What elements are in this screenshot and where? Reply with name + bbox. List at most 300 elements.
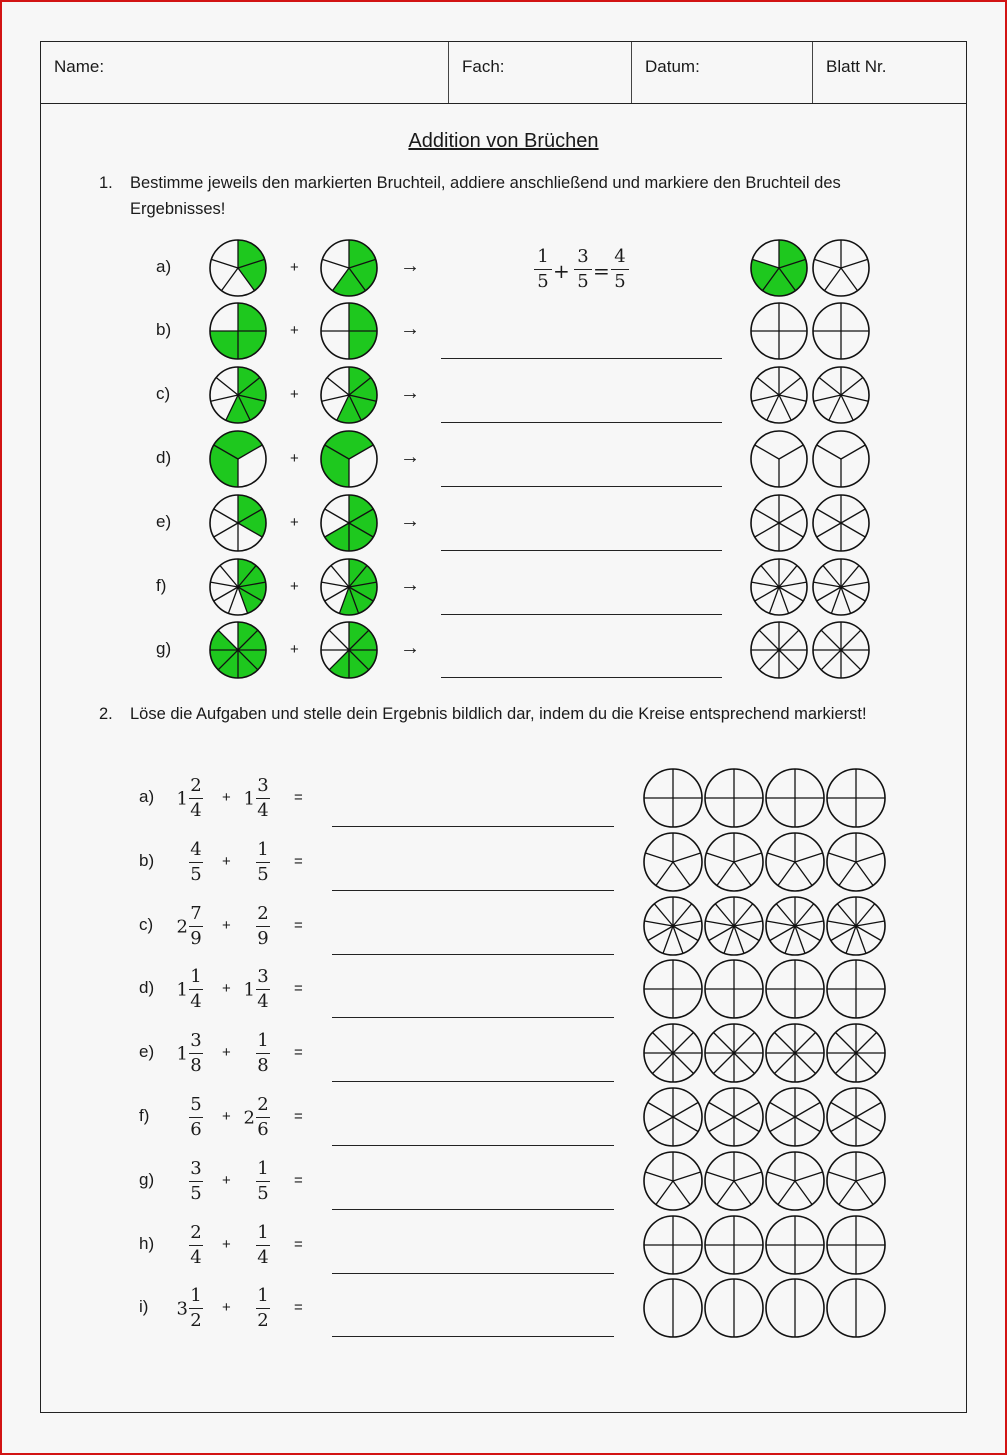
whole-number: 1 (176, 788, 188, 809)
task2-fraction-a (176, 1285, 203, 1332)
sector-divider (755, 445, 779, 459)
sector-divider (825, 268, 841, 291)
sector-divider (734, 862, 751, 885)
sector-divider (856, 926, 866, 953)
task1-result-circle[interactable] (749, 557, 809, 617)
fraction-bar (256, 1117, 270, 1118)
sector-divider (821, 630, 841, 650)
sector-divider (767, 853, 795, 862)
task1-result-circle[interactable] (749, 620, 809, 680)
task1-row-label: d) (156, 448, 172, 467)
task2-row-label: f) (139, 1106, 150, 1125)
sector-divider (828, 1172, 856, 1181)
sector-divider (779, 650, 799, 670)
sector-divider (856, 926, 881, 941)
filled-sector (329, 650, 349, 678)
denominator: 6 (257, 1119, 269, 1140)
sector-divider (856, 1032, 877, 1053)
sector-divider (795, 1172, 823, 1181)
task2-result-circle[interactable] (642, 895, 704, 957)
sector-divider (841, 509, 865, 523)
sector-divider (228, 587, 238, 613)
sector-divider (656, 1181, 673, 1204)
plus-sign: + (222, 917, 231, 934)
sector-divider (673, 926, 698, 941)
denominator: 5 (190, 864, 202, 885)
arrow-icon: → (400, 318, 420, 340)
sector-divider (755, 509, 779, 523)
task1-result-circle[interactable] (749, 238, 809, 298)
task1-text: Bestimme jeweils den markierten Bruchteil, addiere anschließend und markiere den Bruchteil des Ergebnisses! (130, 174, 841, 218)
sector-divider (734, 1103, 759, 1118)
answer-line[interactable] (441, 486, 722, 487)
numerator: 4 (190, 839, 202, 860)
example-equals: = (593, 259, 610, 283)
answer-line[interactable] (441, 677, 722, 678)
task2-result-circle[interactable] (703, 1022, 765, 1084)
answer-line[interactable] (332, 826, 614, 827)
sector-divider (831, 1103, 856, 1118)
task2-result-circle[interactable] (642, 1022, 704, 1084)
plus-sign: + (222, 789, 231, 806)
sector-divider (779, 395, 806, 401)
numerator: 2 (190, 775, 202, 796)
plus-sign: + (290, 578, 299, 595)
denominator: 4 (190, 800, 202, 821)
example-plus: + (553, 259, 570, 283)
denominator: 4 (257, 800, 269, 821)
header-row (41, 42, 966, 104)
task2-result-circle[interactable] (642, 1086, 704, 1148)
task2-fraction-a (176, 1030, 203, 1077)
task1-number: 1. (99, 174, 113, 192)
sector-divider (709, 1103, 734, 1118)
sector-divider (211, 259, 238, 268)
plus-sign: + (222, 980, 231, 997)
task1-result-circle[interactable] (811, 620, 871, 680)
task2-result-circle[interactable] (642, 831, 704, 893)
fraction-bar (189, 989, 203, 990)
task2-fraction-a (189, 839, 203, 886)
sector-divider (713, 1053, 734, 1074)
example-fraction-b: 3 5 (574, 246, 592, 293)
task2-row-label: b) (139, 851, 155, 870)
task2-row-label: g) (139, 1170, 155, 1189)
sector-divider (856, 1053, 877, 1074)
answer-line[interactable] (332, 954, 614, 955)
sector-divider (327, 378, 349, 395)
sector-divider (717, 862, 734, 885)
sector-divider (652, 1032, 673, 1053)
equals-sign: = (294, 1108, 303, 1125)
sector-divider (734, 1053, 755, 1074)
sector-divider (759, 650, 779, 670)
numerator: 1 (257, 839, 269, 860)
whole-number: 2 (176, 916, 188, 937)
answer-line[interactable] (441, 422, 722, 423)
sector-divider (774, 1053, 795, 1074)
denominator: 4 (190, 991, 202, 1012)
task1-right-circle[interactable] (319, 429, 379, 489)
numerator: 7 (190, 903, 202, 924)
task2-result-circle[interactable] (764, 1086, 826, 1148)
sector-divider (673, 1181, 690, 1204)
task2-result-circle[interactable] (764, 767, 826, 829)
sector-divider (856, 1103, 881, 1118)
sector-divider (821, 650, 841, 670)
task2-result-circle[interactable] (764, 1277, 826, 1339)
plus-sign: + (290, 450, 299, 467)
sector-divider (755, 587, 779, 601)
sector-divider (673, 853, 701, 862)
sector-divider (835, 1032, 856, 1053)
task1-result-circle[interactable] (749, 429, 809, 489)
sheet-number-label: Blatt Nr. (826, 57, 887, 76)
fraction-bar (189, 1117, 203, 1118)
task2-fraction-b (256, 1285, 270, 1332)
task1-left-circle[interactable] (208, 620, 268, 680)
sector-divider (795, 1103, 820, 1118)
denominator: 5 (190, 1183, 202, 1204)
whole-number: 2 (243, 1107, 255, 1128)
task2-fraction-b (243, 775, 270, 822)
sector-divider (841, 445, 865, 459)
sector-divider (828, 853, 856, 862)
plus-sign: + (290, 386, 299, 403)
task2-result-circle[interactable] (825, 831, 887, 893)
task1-result-circle[interactable] (749, 493, 809, 553)
answer-line[interactable] (332, 1145, 614, 1146)
task2-result-circle[interactable] (642, 958, 704, 1020)
task1-result-circle[interactable] (811, 557, 871, 617)
task1-result-circle[interactable] (811, 493, 871, 553)
sector-divider (713, 1032, 734, 1053)
task2-result-circle[interactable] (703, 767, 765, 829)
task1-left-circle[interactable] (208, 557, 268, 617)
task2-row-label: e) (139, 1042, 155, 1061)
sector-divider (724, 926, 734, 953)
fraction-bar (189, 1308, 203, 1309)
numerator: 3 (190, 1030, 202, 1051)
denominator: 6 (190, 1119, 202, 1140)
task2-result-circle[interactable] (703, 958, 765, 1020)
fraction-bar (256, 926, 270, 927)
sector-divider (846, 926, 856, 953)
sector-divider (755, 523, 779, 537)
equals-sign: = (294, 789, 303, 806)
sector-divider (322, 259, 349, 268)
sector-divider (759, 630, 779, 650)
numerator: 3 (257, 966, 269, 987)
sector-divider (856, 853, 884, 862)
task2-result-circle[interactable] (703, 1214, 765, 1276)
task1-result-circle[interactable] (811, 301, 871, 361)
task2-result-circle[interactable] (703, 1277, 765, 1339)
task2-fraction-a (189, 1158, 203, 1205)
answer-line[interactable] (441, 358, 722, 359)
sector-divider (734, 1032, 755, 1053)
fraction-bar (189, 1245, 203, 1246)
plus-sign: + (222, 853, 231, 870)
example-fraction-result: 4 5 (611, 246, 629, 293)
denominator: 5 (257, 1183, 269, 1204)
denominator: 4 (257, 991, 269, 1012)
sector-divider (673, 926, 683, 953)
sector-divider (841, 587, 851, 613)
task1-right-circle[interactable] (319, 365, 379, 425)
numerator: 1 (257, 1158, 269, 1179)
sector-divider (779, 378, 801, 395)
sector-divider (706, 1172, 734, 1181)
denominator: 5 (257, 864, 269, 885)
answer-line[interactable] (332, 1081, 614, 1082)
arrow-icon: → (400, 446, 420, 468)
sector-divider (795, 862, 812, 885)
sector-divider (831, 1117, 856, 1132)
equals-sign: = (294, 1236, 303, 1253)
task1-right-circle[interactable] (319, 493, 379, 553)
sector-divider (774, 1032, 795, 1053)
task2-result-circle[interactable] (825, 1150, 887, 1212)
fraction-bar (256, 989, 270, 990)
answer-line[interactable] (332, 1017, 614, 1018)
sector-divider (814, 259, 841, 268)
plus-sign: + (222, 1172, 231, 1189)
plus-sign: + (222, 1044, 231, 1061)
sector-divider (645, 1172, 673, 1181)
date-field[interactable] (631, 42, 812, 103)
task2-fraction-a (176, 966, 203, 1013)
task2-row-label: i) (139, 1297, 149, 1316)
sector-divider (770, 926, 795, 941)
task2-result-circle[interactable] (642, 1150, 704, 1212)
sector-divider (770, 1117, 795, 1132)
fraction-bar (256, 1308, 270, 1309)
answer-line[interactable] (332, 890, 614, 891)
task1-left-circle[interactable] (208, 365, 268, 425)
plus-sign: + (290, 514, 299, 531)
task2-result-circle[interactable] (764, 831, 826, 893)
numerator: 2 (190, 1222, 202, 1243)
task2-result-circle[interactable] (703, 1086, 765, 1148)
sector-divider (673, 1172, 701, 1181)
task1-right-circle[interactable] (319, 238, 379, 298)
sector-divider (734, 926, 744, 953)
sector-divider (216, 378, 238, 395)
sector-divider (706, 853, 734, 862)
task2-result-circle[interactable] (825, 1086, 887, 1148)
sector-divider (645, 853, 673, 862)
answer-line[interactable] (441, 614, 722, 615)
task2-fraction-a (176, 903, 203, 950)
plus-sign: + (290, 322, 299, 339)
task2-result-circle[interactable] (642, 767, 704, 829)
sector-divider (779, 509, 803, 523)
fraction-bar (189, 926, 203, 927)
sector-divider (767, 395, 779, 420)
equals-sign: = (294, 980, 303, 997)
sector-divider (329, 630, 349, 650)
sector-divider (795, 926, 805, 953)
task2-result-circle[interactable] (764, 1214, 826, 1276)
task2-fraction-b (243, 1094, 270, 1141)
arrow-icon: → (400, 574, 420, 596)
sheet-number-field[interactable] (812, 42, 966, 103)
task2-fraction-b (256, 903, 270, 950)
denominator: 2 (190, 1310, 202, 1331)
task1-left-circle[interactable] (208, 429, 268, 489)
task2-number: 2. (99, 705, 113, 723)
sector-divider (211, 395, 238, 401)
plus-sign: + (290, 259, 299, 276)
sector-divider (322, 395, 349, 401)
denominator: 9 (257, 928, 269, 949)
sector-divider (779, 587, 789, 613)
whole-number: 1 (243, 979, 255, 1000)
answer-line[interactable] (332, 1209, 614, 1210)
sector-divider (817, 445, 841, 459)
task1-left-circle[interactable] (208, 301, 268, 361)
date-label: Datum: (645, 57, 700, 76)
sector-divider (841, 259, 868, 268)
fraction-bar (256, 1181, 270, 1182)
whole-number: 1 (176, 1043, 188, 1064)
answer-line[interactable] (332, 1273, 614, 1274)
task2-result-circle[interactable] (764, 1150, 826, 1212)
fraction-bar (189, 1053, 203, 1054)
task2-result-circle[interactable] (825, 895, 887, 957)
sector-divider (856, 1117, 881, 1132)
sector-divider (214, 523, 238, 537)
plus-sign: + (290, 641, 299, 658)
numerator: 5 (190, 1094, 202, 1115)
sector-divider (673, 1117, 698, 1132)
task1-result-circle[interactable] (749, 301, 809, 361)
sector-divider (648, 926, 673, 941)
task1-right-circle[interactable] (319, 557, 379, 617)
sector-divider (835, 1053, 856, 1074)
task2-result-circle[interactable] (825, 1214, 887, 1276)
arrow-icon: → (400, 637, 420, 659)
numerator: 2 (257, 1094, 269, 1115)
task2-result-circle[interactable] (764, 958, 826, 1020)
task2-fraction-b (243, 966, 270, 1013)
task2-result-circle[interactable] (703, 1150, 765, 1212)
task1-left-circle[interactable] (208, 493, 268, 553)
task2-result-circle[interactable] (825, 1022, 887, 1084)
task2-text: Löse die Aufgaben und stelle dein Ergebnis bildlich dar, indem du die Kreise entsprechend markierst! (130, 705, 867, 723)
task2-row-label: a) (139, 787, 155, 806)
sector-divider (841, 650, 861, 670)
sector-divider (795, 1117, 820, 1132)
equals-sign: = (294, 917, 303, 934)
example-fraction-a: 1 5 (534, 246, 552, 293)
task2-result-circle[interactable] (703, 895, 765, 957)
sector-divider (673, 1053, 694, 1074)
task2-result-circle[interactable] (642, 1214, 704, 1276)
answer-line[interactable] (332, 1336, 614, 1337)
answer-line[interactable] (441, 550, 722, 551)
task2-row-label: h) (139, 1234, 155, 1253)
task1-right-circle[interactable] (319, 301, 379, 361)
sector-divider (734, 926, 759, 941)
sector-divider (841, 587, 865, 601)
task1-left-circle[interactable] (208, 238, 268, 298)
filled-sector (325, 523, 349, 551)
numerator: 3 (257, 775, 269, 796)
subject-label: Fach: (462, 57, 505, 76)
sector-divider (734, 1181, 751, 1204)
sector-divider (325, 509, 349, 523)
sector-divider (734, 853, 762, 862)
task2-result-circle[interactable] (703, 831, 765, 893)
fraction-bar (189, 862, 203, 863)
task1-result-circle[interactable] (811, 238, 871, 298)
equals-sign: = (294, 1172, 303, 1189)
task1-row-label: b) (156, 320, 172, 339)
sector-divider (673, 1103, 698, 1118)
task2-result-circle[interactable] (825, 767, 887, 829)
subject-field[interactable] (448, 42, 631, 103)
sector-divider (779, 395, 791, 420)
equals-sign: = (294, 1299, 303, 1316)
equals-sign: = (294, 1044, 303, 1061)
task2-result-circle[interactable] (825, 1277, 887, 1339)
task2-result-circle[interactable] (825, 958, 887, 1020)
sector-divider (839, 1181, 856, 1204)
task2-result-circle[interactable] (764, 895, 826, 957)
fraction-bar (256, 798, 270, 799)
task1-right-circle[interactable] (319, 620, 379, 680)
sector-divider (795, 1053, 816, 1074)
task2-row-label: d) (139, 978, 155, 997)
sector-divider (817, 523, 841, 537)
numerator: 2 (257, 903, 269, 924)
sector-divider (839, 862, 856, 885)
sector-divider (222, 268, 238, 291)
numerator: 3 (190, 1158, 202, 1179)
sector-divider (841, 395, 868, 401)
task2-result-circle[interactable] (764, 1022, 826, 1084)
task1-result-circle[interactable] (749, 365, 809, 425)
sector-divider (770, 1103, 795, 1118)
sector-divider (841, 378, 863, 395)
task2-fraction-a (189, 1222, 203, 1269)
task1-row-label: a) (156, 257, 172, 276)
sector-divider (841, 630, 861, 650)
sector-divider (734, 1117, 759, 1132)
sector-divider (648, 1117, 673, 1132)
sector-divider (663, 926, 673, 953)
task1-result-circle[interactable] (811, 365, 871, 425)
whole-number: 1 (243, 788, 255, 809)
sector-divider (795, 1181, 812, 1204)
sector-divider (214, 587, 238, 601)
task2-fraction-b (256, 1030, 270, 1077)
sector-divider (817, 587, 841, 601)
name-field[interactable] (41, 42, 448, 103)
sector-divider (795, 926, 820, 941)
sector-divider (831, 587, 841, 613)
task2-result-circle[interactable] (642, 1277, 704, 1339)
denominator: 8 (190, 1055, 202, 1076)
task2-fraction-b (256, 839, 270, 886)
task1-result-circle[interactable] (811, 429, 871, 489)
sector-divider (841, 268, 857, 291)
task2-fraction-a (176, 775, 203, 822)
whole-number: 1 (176, 979, 188, 1000)
page-title: Addition von Brüchen (408, 130, 599, 152)
